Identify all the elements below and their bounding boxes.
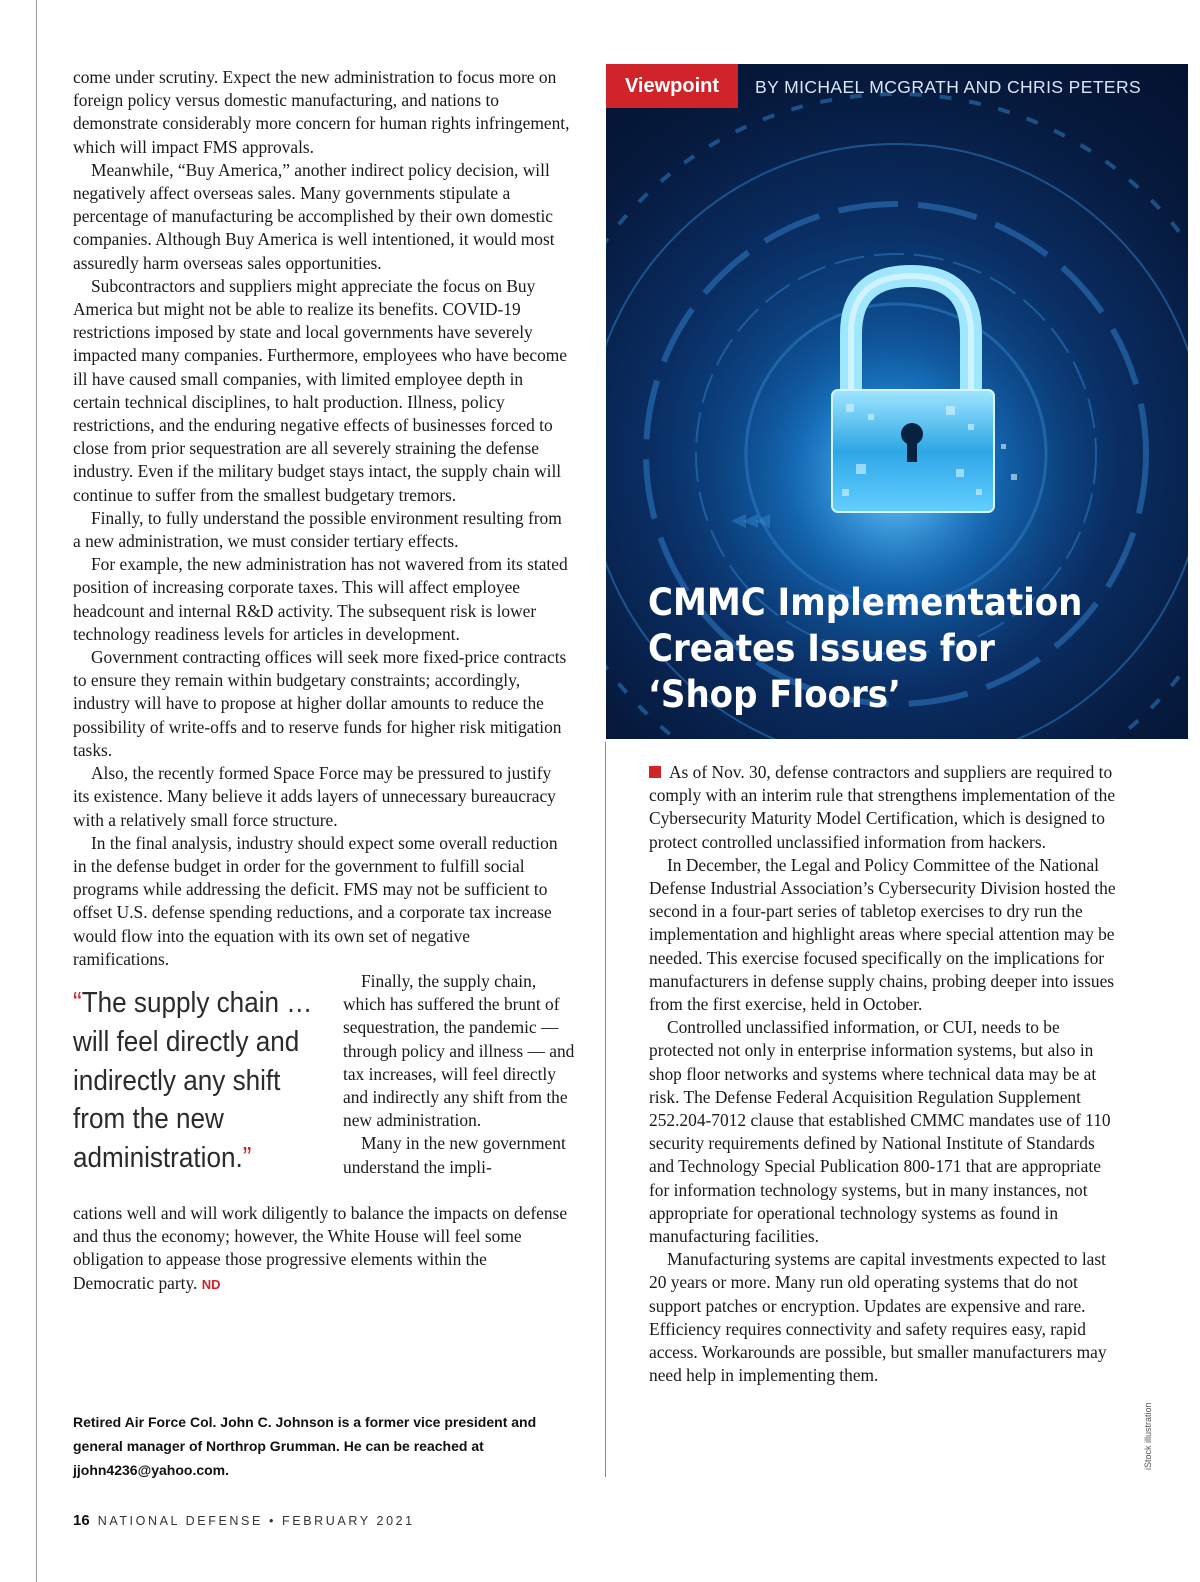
lead-text: As of Nov. 30, defense contractors and suppliers are required to comply with an interim rule that strengthens implementation of the Cybersecurity Maturity Model Certification, which is designed to protect controlled unclassified information from hackers. [649,762,1116,852]
headline-line: ‘Shop Floors’ [648,673,901,716]
paragraph: Meanwhile, “Buy America,” another indirect policy decision, will negatively affect overseas sales. Many governments stipulate a percentage of manufacturing be accomplished by their own domestic companies. Although Buy America is well intentioned, it would most assuredly harm overseas sales opportunities. [73,159,555,273]
column-rule [605,742,606,1477]
paragraph: Controlled unclassified information, or CUI, needs to be protected not only in enterprise information systems, but also in shop floor networks and systems where technical data may be at risk. The Defense Federal Acquisition Regulation Supplement 252.204-7012 clause that established CMMC mandates use of 110 security requirements defined by National Institute of Standards and Technology Special Publication 800-171 that are appropriate for information technology systems, but in many instances, not appropriate for operational technology systems as found in manufacturing facilities. [649,1017,1111,1247]
paragraph: Government contracting offices will seek more fixed-price contracts to ensure they remain within budgetary constraints; accordingly, industry will have to propose at higher dollar amounts to reduce the possibility of write-offs and to reserve funds for higher risk mitigation tasks. [73,647,567,760]
pull-quote-text: The supply chain … will feel directly and indirectly any shift from the new administration. [73,986,313,1175]
publication-line: NATIONAL DEFENSE • FEBRUARY 2021 [97,1514,415,1528]
closing-paragraph [73,1202,570,1296]
paragraph: For example, the new administration has not wavered from its stated position of increasing corporate taxes. This will affect employee headcount and internal R&D activity. The subsequent risk is lower technology readiness levels for articles in development. [73,554,568,644]
paragraph: Also, the recently formed Space Force may be pressured to justify its existence. Many believe it adds layers of unnecessary bureaucracy with a relatively small force structure. [73,763,556,830]
headline [648,580,1163,718]
page-footer [73,1512,415,1529]
left-column [73,66,575,1296]
paragraph: come under scrutiny. Expect the new administration to focus more on foreign policy versus domestic manufacturing, and nations to demonstrate considerably more concern for human rights infringement, which will impact FMS approvals. [73,67,570,157]
paragraph: In December, the Legal and Policy Committee of the National Defense Industrial Association’s Cybersecurity Division hosted the second in a four-part series of tabletop exercises to dry run the implementation and highlight areas where special attention may be needed. This exercise focused specifically on the implications for manufacturers in defense supply chains, probing deeper into issues from the first exercise, held in October. [649,854,1116,1015]
lead-paragraph [649,761,1119,854]
paragraph: Subcontractors and suppliers might appreciate the focus on Buy America but might not be able to realize its benefits. COVID-19 restrictions imposed by state and local governments have severely impacted many companies. Furthermore, employees who have become ill have caused small companies, with limited employee depth in certain technical disciplines, to halt production. Illness, policy restrictions, and the enduring negative effects of businesses forced to close from prior sequestration are all severely straining the defense industry. Even if the military budget stays intact, the supply chain will continue to suffer from the smallest budgetary tremors. [73,275,568,505]
side-text [343,970,575,1179]
paragraph: Many in the new government understand the impli- [343,1133,566,1177]
page-number: 16 [73,1512,90,1529]
right-column [649,761,1119,1387]
byline: BY MICHAEL MCGRATH AND CHRIS PETERS [755,77,1142,97]
paragraph: In the final analysis, industry should expect some overall reduction in the defense budget in order for the government to fulfill social programs while addressing the deficit. FMS may not be sufficient to offset U.S. defense spending reductions, and a corporate tax increase would flow into the equation with its own set of negative ramifications. [73,832,558,969]
image-credit: iStock illustration [1143,1402,1153,1470]
pull-quote-section [73,970,575,1202]
headline-line: CMMC Implementation [648,581,1083,624]
page-edge-rule [36,0,37,1582]
closing-text: cations well and will work diligently to balance the impacts on defense and thus the economy; however, the White House will feel some obligation to appease those progressive elements within the Democratic party. [73,1202,568,1293]
paragraph: Finally, the supply chain, which has suffered the brunt of sequestration, the pandemic — through policy and illness — and tax increases, will feel directly and indirectly any shift from the new administration. [343,970,575,1131]
pull-quote [73,984,321,1178]
end-mark: ND [201,1276,221,1292]
headline-line: Creates Issues for [648,627,995,670]
close-quote-mark: ” [242,1142,252,1175]
section-tag: Viewpoint [606,64,738,108]
red-square-icon [649,766,661,778]
paragraph: Finally, to fully understand the possible environment resulting from a new administration, we must consider tertiary effects. [73,507,562,552]
author-bio: Retired Air Force Col. John C. Johnson is a former vice president and general manager of Northrop Grumman. He can be reached at jjohn4236@yahoo.com. [73,1414,537,1478]
paragraph: Manufacturing systems are capital investments expected to last 20 years or more. Many run old operating systems that do not support patches or encryption. Updates are expensive and rare. Efficiency requires connectivity and safety requires easy, rapid access. Workarounds are possible, but smaller manufacturers may need help in implementing them. [649,1249,1107,1386]
open-quote-mark: “ [73,986,82,1019]
